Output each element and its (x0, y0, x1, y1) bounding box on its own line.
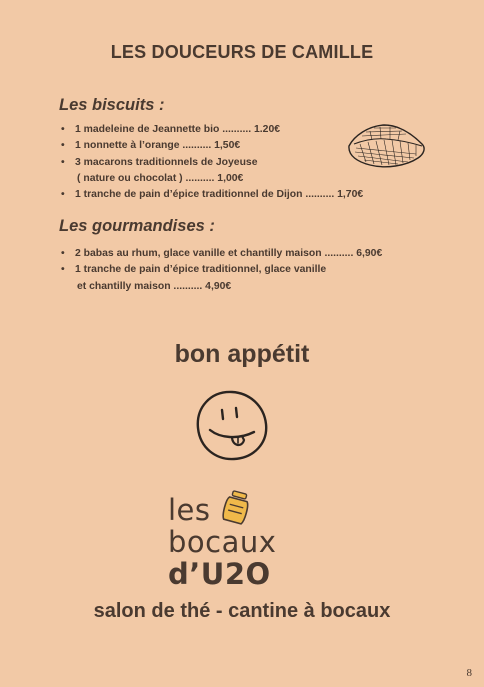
closing-message: bon appétit (174, 340, 310, 368)
item-text: 3 macarons traditionnels de Joyeuse (75, 156, 258, 168)
bullet: • (61, 248, 65, 259)
madeleine-icon (346, 122, 428, 170)
item-text: 1 madeleine de Jeannette bio .......... 1.20€ (75, 124, 281, 135)
list-item (60, 246, 382, 262)
bullet: • (61, 264, 65, 276)
item-text: 1 tranche de pain d’épice traditionnel, glace vanille (75, 264, 327, 276)
bullet: • (61, 189, 65, 201)
brand-logo (168, 490, 318, 590)
list-item (60, 122, 363, 138)
item-text-continued: et chantilly maison .......... 4,90€ (77, 280, 232, 292)
gourmandises-list (60, 246, 382, 295)
list-item (60, 155, 363, 188)
biscuits-list (60, 122, 363, 203)
item-text-continued: ( nature ou chocolat ) .......... 1,00€ (77, 172, 244, 184)
page-title: LES DOUCEURS DE CAMILLE (110, 42, 374, 62)
logo-text-line2: bocaux (168, 525, 277, 559)
item-text: 2 babas au rhum, glace vanille et chantilly maison .......... 6,90€ (75, 248, 383, 259)
list-item (60, 187, 363, 203)
logo-text-line3: d’U2O (168, 557, 271, 591)
bullet: • (61, 156, 65, 168)
logo-text-line1: les (168, 493, 211, 527)
page-number: 8 (466, 667, 472, 679)
bullet: • (61, 124, 65, 135)
jar-icon (218, 490, 254, 526)
item-text: 1 nonnette à l’orange .......... 1,50€ (75, 140, 241, 152)
smiley-tongue-icon (192, 388, 272, 464)
section-title-gourmandises: Les gourmandises : (59, 217, 215, 235)
tagline: salon de thé - cantine à bocaux (93, 600, 391, 622)
list-item (60, 262, 382, 295)
item-text: 1 tranche de pain d’épice traditionnel de Dijon .......... 1,70€ (75, 189, 364, 201)
bullet: • (61, 140, 65, 152)
section-title-biscuits: Les biscuits : (59, 96, 165, 114)
list-item (60, 138, 363, 154)
